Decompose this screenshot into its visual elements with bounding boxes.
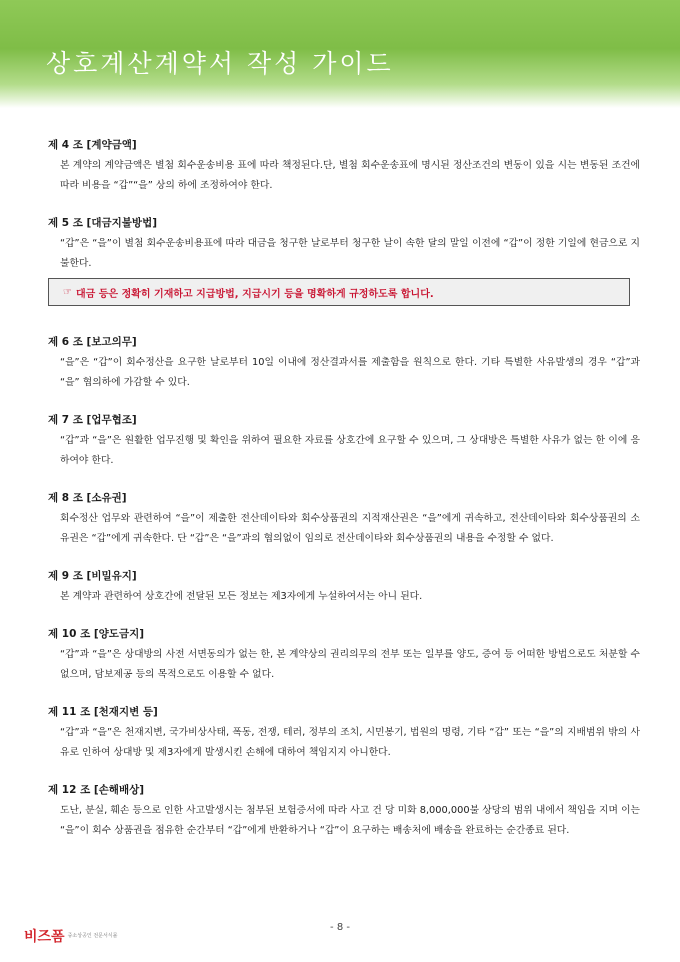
article-title: 제 11 조 [천재지변 등] <box>48 706 158 718</box>
article-11 <box>48 704 644 763</box>
header-banner <box>0 0 680 108</box>
notice-text: 대금 등은 정확히 기재하고 지급방법, 지급시기 등을 명확하게 규정하도록 합니다. <box>75 288 434 300</box>
article-title: 제 6 조 [보고의무] <box>48 336 137 348</box>
page-title: 상호계산계약서 작성 가이드 <box>46 49 394 78</box>
article-text: “갑”과 “을”은 천재지변, 국가비상사태, 폭동, 전쟁, 테러, 정부의 조치, 시민봉기, 법원의 명령, 기타 “갑” 또는 “을”의 지배범위 밖의 사유로 인하여 상대방 및 제3자에게 발생시킨 손해에 대하여 책임지지 아니한다. <box>60 727 640 758</box>
article-12 <box>48 782 644 841</box>
article-text: “갑”은 “을”이 별첨 회수운송비용표에 따라 대금을 청구한 날로부터 청구한 날이 속한 달의 말일 이전에 “갑”이 정한 기일에 현금으로 지불한다. <box>60 238 640 269</box>
logo-text: 비즈폼 <box>24 929 65 945</box>
article-title: 제 9 조 [비밀유지] <box>48 570 137 582</box>
article-title: 제 5 조 [대금지불방법] <box>48 217 158 229</box>
article-title: 제 12 조 [손해배상] <box>48 784 145 796</box>
article-8 <box>48 490 644 549</box>
article-title: 제 10 조 [양도금지] <box>48 628 145 640</box>
notice-box <box>48 278 630 306</box>
article-9 <box>48 568 644 607</box>
article-6 <box>48 334 644 393</box>
article-4 <box>48 137 644 196</box>
article-text: “갑”과 “을”은 원활한 업무진행 및 확인을 위하여 필요한 자료를 상호간에 요구할 수 있으며, 그 상대방은 특별한 사유가 없는 한 이에 응하여야 한다. <box>60 435 640 466</box>
document-body <box>48 137 644 860</box>
article-text: “을”은 “갑”이 회수정산을 요구한 날로부터 10일 이내에 정산결과서를 제출함을 원칙으로 한다. 기타 특별한 사유발생의 경우 “갑”과 “을” 협의하에 가감할 수 있다. <box>60 357 640 388</box>
article-text: 본 계약의 계약금액은 별첨 회수운송비용 표에 따라 책정된다.단, 별첨 회수운송표에 명시된 정산조건의 변동이 있을 시는 변동된 조건에 따라 비용을 “갑”“을” 상의 하에 조정하여야 한다. <box>60 160 640 191</box>
page-number: - 8 - <box>330 922 350 933</box>
pointing-hand-icon: ☞ <box>63 286 72 298</box>
article-title: 제 4 조 [계약금액] <box>48 139 137 151</box>
article-10 <box>48 626 644 685</box>
article-title: 제 7 조 [업무협조] <box>48 414 137 426</box>
article-text: 본 계약과 관련하여 상호간에 전달된 모든 정보는 제3자에게 누설하여서는 아니 된다. <box>60 591 423 602</box>
article-text: 회수정산 업무와 관련하여 “을”이 제출한 전산데이타와 회수상품권의 지적재산권은 “을”에게 귀속하고, 전산데이타와 회수상품권의 소유권은 “갑”에게 귀속한다. 단 “갑”은 “을”과의 협의없이 임의로 전산데이타와 회수상품권의 내용을 수정할 수 없다. <box>60 513 640 544</box>
article-text: “갑”과 “을”은 상대방의 사전 서면동의가 없는 한, 본 계약상의 권리의무의 전부 또는 일부를 양도, 증여 등 어떠한 방법으로도 처분할 수 없으며, 담보제공 등의 목적으로도 이용할 수 없다. <box>60 649 640 680</box>
article-7 <box>48 412 644 471</box>
logo-subtext: 중소상공인 전문서식몰 <box>67 932 118 939</box>
article-title: 제 8 조 [소유권] <box>48 492 127 504</box>
article-5 <box>48 215 644 306</box>
article-text: 도난, 분실, 훼손 등으로 인한 사고발생시는 첨부된 보험증서에 따라 사고 건 당 미화 8,000,000불 상당의 범위 내에서 책임을 지며 이는 “을”이 회수 상품권을 점유한 순간부터 “갑”에게 반환하거나 “갑”이 요구하는 배송처에 배송을 완료하는 순간종료 된다. <box>60 805 640 836</box>
